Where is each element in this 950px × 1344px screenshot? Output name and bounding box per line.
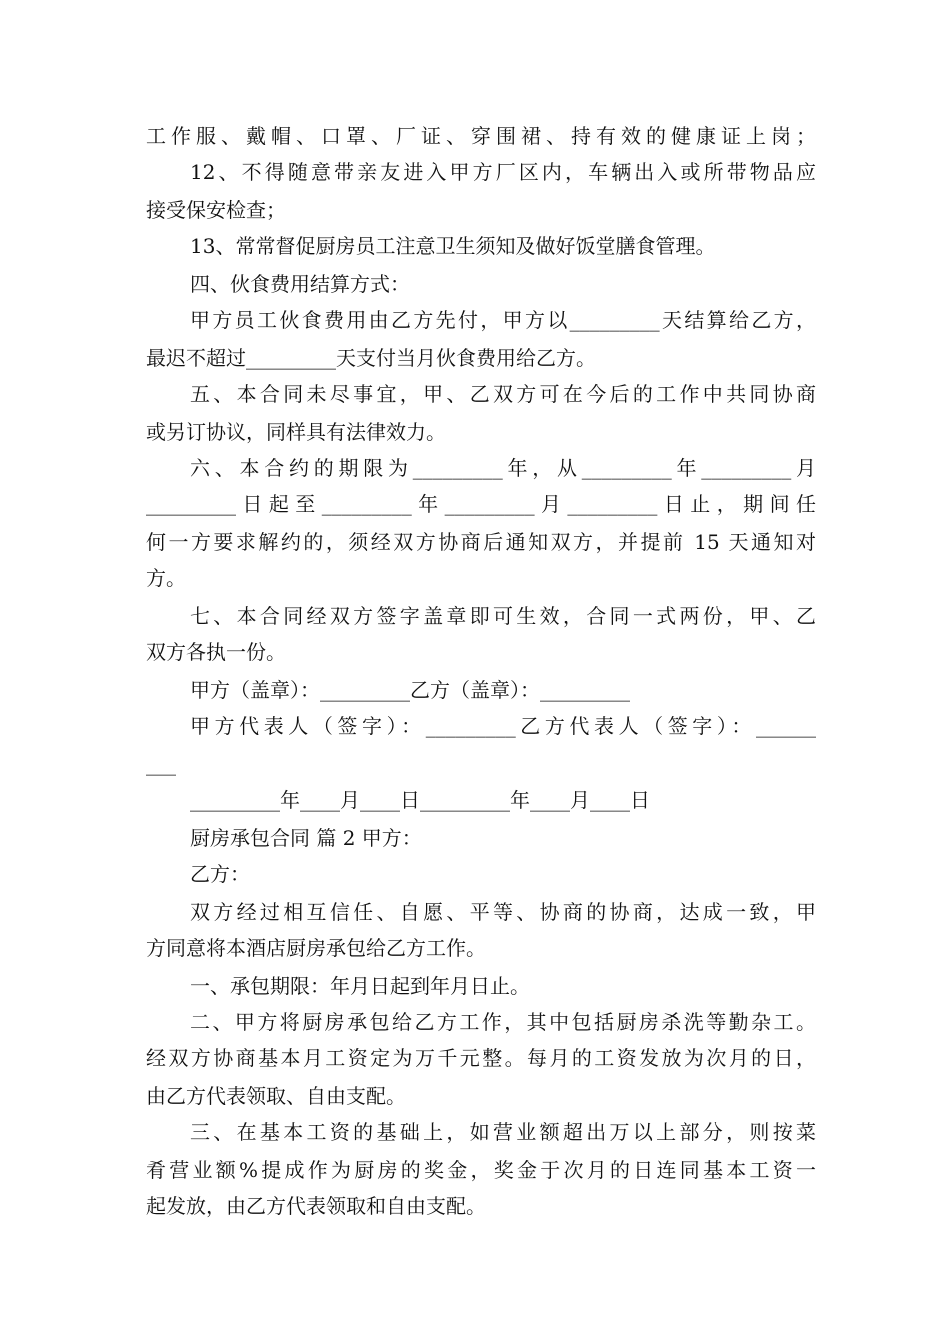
text-line: 13、常常督促厨房员工注意卫生须知及做好饭堂膳食管理。 <box>190 234 716 258</box>
text-line: 双方各执一份。 <box>146 640 286 664</box>
text-line: 三、在基本工资的基础上，如营业额超出万以上部分，则按菜 <box>190 1120 816 1144</box>
contract-title: 厨房承包合同 篇 2 甲方： <box>190 826 422 850</box>
text-line: 乙方： <box>190 862 250 886</box>
text-line: _________日起至_________年_________月_________日止，期间任 <box>146 492 816 516</box>
signature-date-line: _________年____月____日_________年____月____日 <box>190 788 650 812</box>
text-line: 方同意将本酒店厨房承包给乙方工作。 <box>146 936 486 960</box>
text-line: 12、不得随意带亲友进入甲方厂区内，车辆出入或所带物品应 <box>190 160 816 184</box>
text-line: ___ <box>146 752 176 776</box>
signature-representative-line: 甲方代表人（签字）：_________乙方代表人（签字）：______ <box>190 714 816 738</box>
text-line: 或另订协议，同样具有法律效力。 <box>146 420 446 444</box>
text-line: 最迟不超过_________天支付当月伙食费用给乙方。 <box>146 346 596 370</box>
text-line: 由乙方代表领取、自由支配。 <box>146 1084 406 1108</box>
text-line: 五、本合同未尽事宜，甲、乙双方可在今后的工作中共同协商 <box>190 382 816 406</box>
text-line: 七、本合同经双方签字盖章即可生效，合同一式两份，甲、乙 <box>190 604 816 628</box>
text-line: 肴营业额%提成作为厨房的奖金，奖金于次月的日连同基本工资一 <box>146 1158 816 1182</box>
signature-seal-line: 甲方（盖章）：_________乙方（盖章）：_________ <box>190 678 630 702</box>
text-line: 方。 <box>146 566 186 590</box>
section-heading: 四、伙食费用结算方式： <box>190 272 410 296</box>
text-line: 一、承包期限：年月日起到年月日止。 <box>190 974 530 998</box>
text-line: 六、本合约的期限为_________年，从_________年_________月 <box>190 456 816 480</box>
text-line: 双方经过相互信任、自愿、平等、协商的协商，达成一致，甲 <box>190 900 816 924</box>
text-line: 接受保安检查； <box>146 198 286 222</box>
text-line: 起发放，由乙方代表领取和自由支配。 <box>146 1194 486 1218</box>
text-line: 甲方员工伙食费用由乙方先付，甲方以_________天结算给乙方， <box>190 308 816 332</box>
text-line: 何一方要求解约的，须经双方协商后通知双方，并提前 15 天通知对 <box>146 530 816 554</box>
text-line: 工作服、戴帽、口罩、厂证、穿围裙、持有效的健康证上岗； <box>146 124 816 148</box>
text-line: 二、甲方将厨房承包给乙方工作，其中包括厨房杀洗等勤杂工。 <box>190 1010 816 1034</box>
text-line: 经双方协商基本月工资定为万千元整。每月的工资发放为次月的日， <box>146 1046 816 1070</box>
